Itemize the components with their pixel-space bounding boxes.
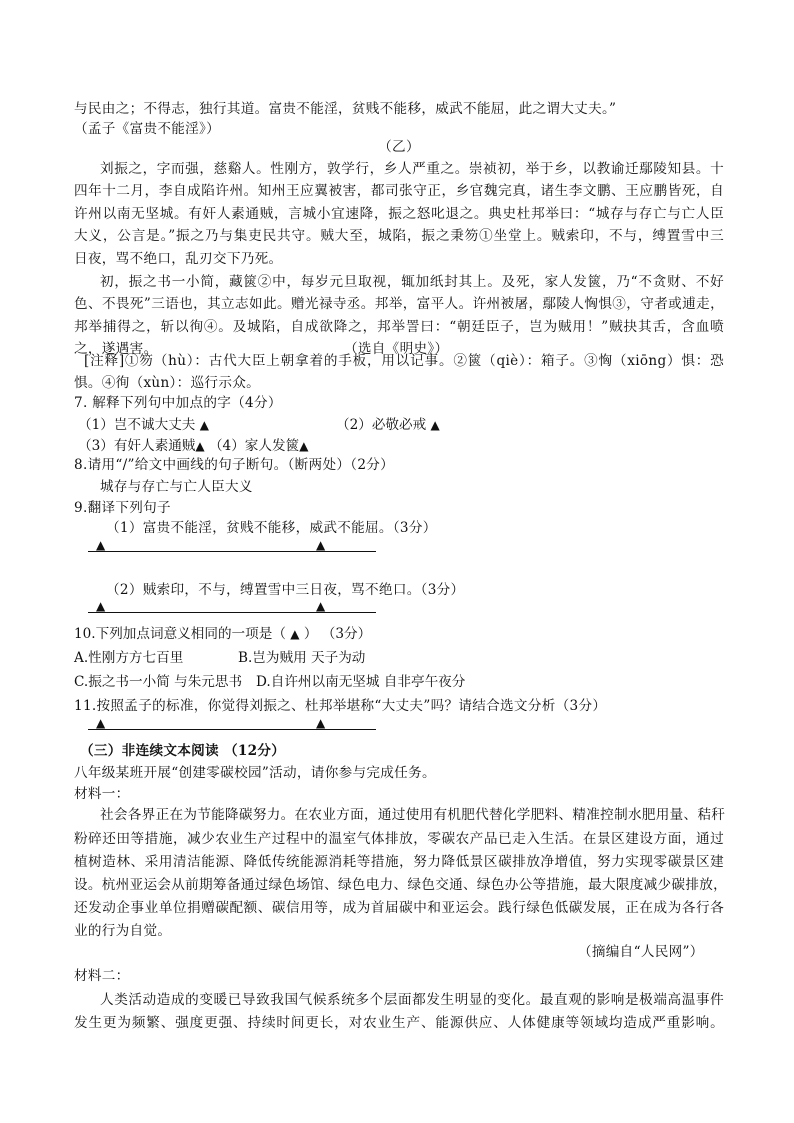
option-c[interactable]: C.振之书一小简 与朱元思书 — [74, 674, 243, 690]
answer-blank[interactable]: ▲ — [290, 627, 300, 641]
material-1-line: 设。杭州亚运会从前期筹备通过绿色场馆、绿色电力、绿色交通、绿色办公等措施，最大限度减少碳排放， — [74, 877, 728, 893]
section-3-heading: （三）非连续文本阅读 （12分） — [80, 743, 286, 759]
annotation-line: 惧。④徇（xùn）：巡行示众。 — [74, 375, 261, 391]
option-d[interactable]: D.自许州以南无坚城 自非亭午夜分 — [256, 674, 466, 690]
question-7-item-3: （3）有奸人素通贼▲ （4）家人发篋▲ — [78, 438, 309, 454]
passage-b-line: 大义，公言是。”振之乃与集吏民共守。贼大至，城陷，振之秉笏①坐堂上。贼索印，不与，缚置雪中三 — [74, 228, 724, 244]
question-7-item-2: （2）必敬必戒 ▲ — [336, 417, 440, 433]
material-2-label: 材料二： — [74, 968, 130, 984]
material-1-line: 粉碎还田等措施，减少农业生产过程中的温室气体排放，零碳农产品已走入生活。在景区建设方面，通过 — [74, 831, 724, 847]
passage-a-end: 与民由之；不得志，独行其道。富贵不能淫，贫贱不能移，威武不能屈，此之谓大丈夫。” — [74, 101, 617, 117]
passage-a-source: （孟子《富贵不能淫》） — [74, 121, 221, 137]
material-1-label: 材料一： — [74, 786, 130, 802]
passage-b-line: 刘振之，字而强，慈谿人。性刚方，敦学行，乡人严重之。崇祯初，举于乡，以教谕迁鄢陵知县。十 — [100, 161, 724, 177]
answer-blank[interactable]: ▲ — [195, 439, 205, 453]
answer-blank[interactable]: ▲ — [316, 599, 326, 613]
answer-line[interactable] — [88, 729, 376, 730]
answer-blank[interactable]: ▲ — [299, 439, 309, 453]
passage-b-line: 色、不畏死”三语也，其立志如此。赠光禄寺丞。邦举，富平人。许州被屠，鄢陵人恟惧③，守者或逋走， — [74, 296, 724, 312]
passage-b-line: 之，遂遇害。 — [74, 341, 158, 357]
passage-b-heading: （乙） — [378, 139, 420, 155]
passage-b-line: 日夜，骂不绝口，乱刃交下乃死。 — [74, 251, 283, 267]
answer-blank[interactable]: ▲ — [316, 538, 326, 552]
material-1-line: 还发动企事业单位捐赠碳配额、碳信用等，成为首届碳中和亚运会。践行绿色低碳发展，正在成为各行各 — [74, 900, 724, 916]
material-2-line: 发生更为频繁、强度更强、持续时间更长，对农业生产、能源供应、人体健康等领域均造成严重影响。 — [74, 1015, 724, 1031]
answer-blank[interactable]: ▲ — [316, 716, 326, 730]
material-1-source: （摘编自“人民网”） — [578, 944, 704, 960]
passage-b-line: 邦举捕得之，斩以徇④。及城陷，自成欲降之，邦举詈曰：“朝廷臣子，岂为贼用！”贼抉其舌，含血喷 — [74, 319, 724, 335]
option-a[interactable]: A.性刚方方七百里 — [74, 650, 184, 666]
material-1-line: 业的行为自觉。 — [74, 923, 172, 939]
material-2-line: 人类活动造成的变暖已导致我国气候系统多个层面都发生明显的变化。最直观的影响是极端高温事件 — [100, 992, 724, 1008]
question-9: 9.翻译下列句子 — [74, 500, 171, 516]
annotation-line: [注释]①笏（hù）：古代大臣上朝拿着的手板，用以记事。②篋（qiè）：箱子。③恟（xiōng）惧：恐 — [84, 353, 724, 369]
answer-blank[interactable]: ▲ — [96, 538, 106, 552]
question-10: 10.下列加点词意义相同的一项是（ ▲ ） （3分） — [74, 626, 372, 642]
question-11: 11.按照孟子的标准，你觉得刘振之、杜邦举堪称“大丈夫”吗？请结合选文分析（3分） — [74, 698, 607, 714]
question-9-item-1: （1）富贵不能淫，贫贱不能移，威武不能屈。（3分） — [106, 520, 437, 536]
passage-b-line: 许州以南无坚城。有奸人素通贼，言城小宜速降，振之怒叱退之。典史杜邦举曰：“城存与存亡与亡人臣 — [74, 206, 724, 222]
passage-b-line: 初，振之书一小简，藏篋②中，每岁元旦取视，辄加纸封其上。及死，家人发篋，乃“不贪财、不好 — [100, 274, 724, 290]
question-9-item-2: （2）贼索印，不与，缚置雪中三日夜，骂不绝口。（3分） — [106, 582, 465, 598]
question-8-sentence: 城存与存亡与亡人臣大义 — [100, 479, 253, 495]
question-8: 8.请用“/”给文中画线的句子断句。（断两处）（2分） — [74, 457, 395, 473]
passage-b-line: 四年十二月，李自成陷许州。知州王应翼被害，都司张守正，乡官魏完真，诸生李文鹏、王应鹏皆死，自 — [74, 183, 724, 199]
answer-line[interactable] — [88, 612, 376, 613]
question-7-item-1: （1）岂不诚大丈夫 ▲ — [78, 417, 209, 433]
answer-line[interactable] — [88, 551, 376, 552]
material-1-line: 社会各界正在为节能降碳努力。在农业方面，通过使用有机肥代替化学肥料、精准控制水肥用量、秸秆 — [100, 807, 726, 823]
material-1-line: 植树造林、采用清洁能源、降低传统能源消耗等措施，努力降低景区碳排放净增值，努力实现零碳景区建 — [74, 854, 724, 870]
option-b[interactable]: B.岂为贼用 天子为动 — [238, 650, 366, 666]
task-intro: 八年级某班开展“创建零碳校园”活动，请你参与完成任务。 — [74, 765, 436, 781]
passage-b-source: （选自《明史》） — [344, 341, 449, 357]
answer-blank[interactable]: ▲ — [96, 716, 106, 730]
answer-blank[interactable]: ▲ — [430, 418, 440, 432]
answer-blank[interactable]: ▲ — [96, 599, 106, 613]
answer-blank[interactable]: ▲ — [199, 418, 209, 432]
question-7: 7. 解释下列句中加点的字（4分） — [74, 395, 282, 411]
